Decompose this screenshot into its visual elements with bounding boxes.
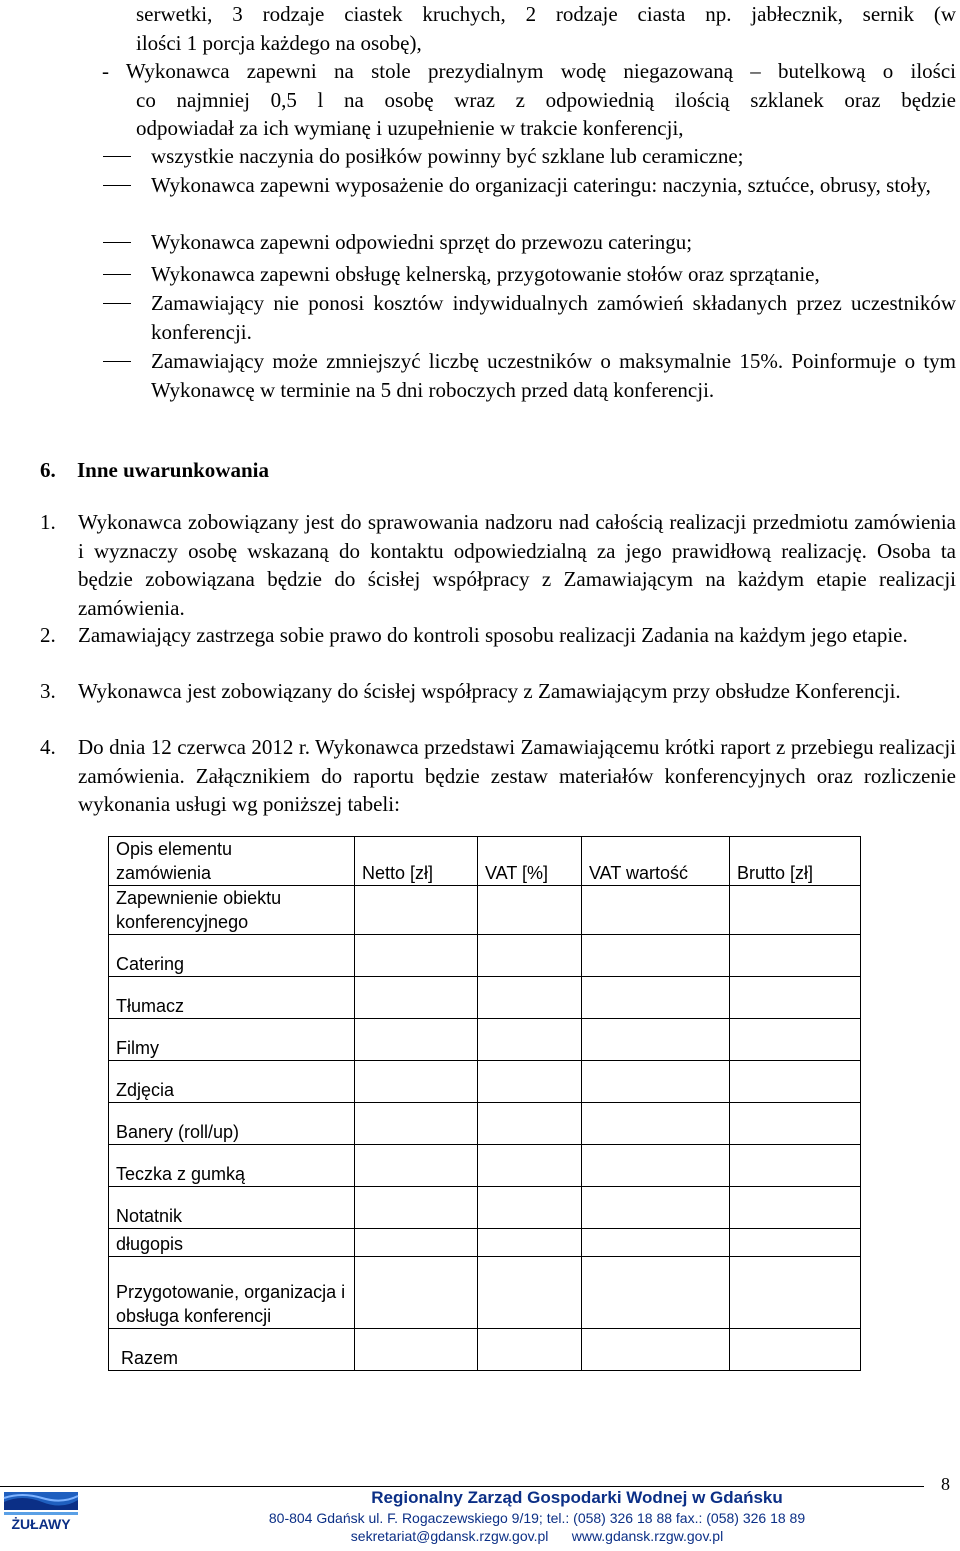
dash-bullet [103, 361, 131, 362]
vat-rate-cell[interactable] [478, 935, 582, 977]
paragraph-line: serwetki, 3 rodzaje ciastek kruchych, 2 rodzaje ciasta np. jabłecznik, sernik (w [136, 2, 956, 26]
gross-cell[interactable] [730, 1329, 861, 1371]
net-cell[interactable] [355, 886, 478, 935]
vat-rate-cell[interactable] [478, 977, 582, 1019]
net-cell[interactable] [355, 1019, 478, 1061]
vat-amount-cell[interactable] [582, 1103, 730, 1145]
requirement-list-item [103, 228, 956, 257]
table-row [109, 1019, 861, 1061]
list-item-text: Zamawiający nie ponosi kosztów indywidualnych zamówień składanych przez uczestników konferencji. [151, 291, 956, 344]
row-label: Zdjęcia [109, 1061, 355, 1103]
table-row [109, 1257, 861, 1329]
section-heading [40, 456, 269, 485]
paragraph-line: co najmniej 0,5 l na osobę wraz z odpowiednią ilością szklanek oraz będzie [136, 87, 956, 112]
vat-rate-cell[interactable] [478, 1229, 582, 1257]
net-cell[interactable] [355, 1257, 478, 1329]
header-cell-net: Netto [zł] [355, 837, 478, 886]
condition-item [40, 733, 956, 819]
net-cell[interactable] [355, 1061, 478, 1103]
table-total-row [109, 1329, 861, 1371]
page-number: 8 [941, 1474, 950, 1494]
list-item-text: Wykonawca zapewni obsługę kelnerską, przygotowanie stołów oraz sprzątanie, [151, 262, 820, 286]
vat-rate-cell[interactable] [478, 1103, 582, 1145]
row-label: Przygotowanie, organizacja i obsługa konferencji [109, 1257, 355, 1329]
row-label: Banery (roll/up) [109, 1103, 355, 1145]
net-cell[interactable] [355, 935, 478, 977]
net-cell[interactable] [355, 1103, 478, 1145]
gross-cell[interactable] [730, 977, 861, 1019]
requirement-list-item [103, 171, 956, 200]
table-row [109, 1187, 861, 1229]
list-item-text: Wykonawca zapewni odpowiedni sprzęt do przewozu cateringu; [151, 230, 693, 254]
catering-requirements-paragraph [136, 0, 956, 57]
requirement-list-item [103, 142, 956, 171]
net-cell[interactable] [355, 1187, 478, 1229]
gross-cell[interactable] [730, 1103, 861, 1145]
row-label: Notatnik [109, 1187, 355, 1229]
row-label: Zapewnienie obiektu konferencyjnego [109, 886, 355, 935]
condition-item [40, 508, 956, 622]
section-title: Inne uwarunkowania [77, 458, 269, 482]
table-header-row [109, 837, 861, 886]
vat-amount-cell[interactable] [582, 1019, 730, 1061]
vat-amount-cell[interactable] [582, 977, 730, 1019]
vat-amount-cell[interactable] [582, 1187, 730, 1229]
gross-cell[interactable] [730, 935, 861, 977]
gross-cell[interactable] [730, 1061, 861, 1103]
table-row [109, 1145, 861, 1187]
header-cell-gross: Brutto [zł] [730, 837, 861, 886]
gross-cell[interactable] [730, 1019, 861, 1061]
table-row [109, 886, 861, 935]
vat-amount-cell[interactable] [582, 1229, 730, 1257]
svg-text:ŻUŁAWY: ŻUŁAWY [11, 1516, 71, 1532]
vat-rate-cell[interactable] [478, 1019, 582, 1061]
row-label: Teczka z gumką [109, 1145, 355, 1187]
vat-rate-cell[interactable] [478, 1061, 582, 1103]
dash-bullet [103, 156, 131, 157]
vat-amount-cell[interactable] [582, 1257, 730, 1329]
vat-rate-cell[interactable] [478, 1257, 582, 1329]
table-row [109, 977, 861, 1019]
footer-address: 80-804 Gdańsk ul. F. Rogaczewskiego 9/19; tel.: (058) 326 18 88 fax.: (058) 326 18 89 [268, 1510, 806, 1526]
vat-rate-cell[interactable] [478, 1145, 582, 1187]
section-number: 6. [40, 458, 56, 482]
dash-bullet [103, 274, 131, 275]
footer-organization-name: Regionalny Zarząd Gospodarki Wodnej w Gdańsku [371, 1488, 783, 1507]
row-label: Catering [109, 935, 355, 977]
row-label: Tłumacz [109, 977, 355, 1019]
header-cell-vat-rate: VAT [%] [478, 837, 582, 886]
footer-contact: sekretariat@gdansk.rzgw.gov.pl www.gdansk.rzgw.gov.pl [350, 1528, 724, 1544]
row-label: Razem [109, 1329, 355, 1371]
row-label: długopis [109, 1229, 355, 1257]
condition-number: 4. [40, 735, 56, 759]
net-cell[interactable] [355, 1145, 478, 1187]
condition-number: 3. [40, 679, 56, 703]
vat-amount-cell[interactable] [582, 1145, 730, 1187]
water-requirement-paragraph [102, 57, 956, 143]
condition-item [40, 677, 956, 706]
vat-amount-cell[interactable] [582, 1329, 730, 1371]
vat-amount-cell[interactable] [582, 886, 730, 935]
paragraph-line: odpowiadał za ich wymianę i uzupełnienie w trakcie konferencji, [136, 116, 684, 140]
gross-cell[interactable] [730, 1187, 861, 1229]
table-row [109, 1061, 861, 1103]
vat-rate-cell[interactable] [478, 1329, 582, 1371]
dash-bullet [103, 303, 131, 304]
list-item-text: Zamawiający może zmniejszyć liczbę uczestników o maksymalnie 15%. Poinformuje o tym Wykonawcę w terminie na 5 dni roboczych przed datą konferencji. [151, 349, 956, 402]
dash-bullet [103, 242, 131, 243]
vat-rate-cell[interactable] [478, 886, 582, 935]
condition-number: 2. [40, 623, 56, 647]
header-cell-description: Opis elementu zamówienia [109, 837, 355, 886]
paragraph-line: - Wykonawca zapewni na stole prezydialnym wodę niegazowaną – butelkową o ilości [102, 59, 956, 83]
net-cell[interactable] [355, 977, 478, 1019]
list-item-text: Wykonawca zapewni wyposażenie do organizacji cateringu: naczynia, sztućce, obrusy, stoły, [151, 173, 931, 197]
net-cell[interactable] [355, 1329, 478, 1371]
header-cell-vat-amount: VAT wartość [582, 837, 730, 886]
vat-amount-cell[interactable] [582, 935, 730, 977]
dash-bullet [103, 185, 131, 186]
list-item-text: wszystkie naczynia do posiłków powinny być szklane lub ceramiczne; [151, 144, 744, 168]
paragraph-line: ilości 1 porcja każdego na osobę), [136, 30, 422, 55]
gross-cell[interactable] [730, 1257, 861, 1329]
condition-text: Zamawiający zastrzega sobie prawo do kontroli sposobu realizacji Zadania na każdym jego etapie. [78, 623, 908, 647]
requirement-list-item [103, 260, 956, 289]
settlement-table [108, 836, 861, 1371]
gross-cell[interactable] [730, 1229, 861, 1257]
zulawy-logo-icon [2, 1488, 80, 1532]
condition-number: 1. [40, 510, 56, 534]
gross-cell[interactable] [730, 1145, 861, 1187]
vat-amount-cell[interactable] [582, 1061, 730, 1103]
gross-cell[interactable] [730, 886, 861, 935]
requirement-list-item [103, 289, 956, 346]
requirement-list-item [103, 347, 956, 404]
table-row [109, 1229, 861, 1257]
vat-rate-cell[interactable] [478, 1187, 582, 1229]
condition-text: Wykonawca jest zobowiązany do ścisłej współpracy z Zamawiającym przy obsłudze Konferencji. [78, 679, 901, 703]
row-label: Filmy [109, 1019, 355, 1061]
footer-divider [0, 1486, 924, 1487]
condition-item [40, 621, 956, 650]
net-cell[interactable] [355, 1229, 478, 1257]
condition-text: Wykonawca zobowiązany jest do sprawowania nadzoru nad całością realizacji przedmiotu zamówienia i wyznaczy osobę wskazaną do kontaktu odpowiedzialną za jego prawidłową realizację. Osoba ta będzie zobowiązana będzie do ścisłej współpracy z Zamawiającym na każdym etapie realizacji zamówienia. [78, 510, 956, 620]
condition-text: Do dnia 12 czerwca 2012 r. Wykonawca przedstawi Zamawiającemu krótki raport z przebiegu realizacji zamówienia. Załącznikiem do raportu będzie zestaw materiałów konferencyjnych oraz rozliczenie wykonania usługi wg poniższej tabeli: [78, 735, 956, 816]
table-row [109, 1103, 861, 1145]
table-row [109, 935, 861, 977]
